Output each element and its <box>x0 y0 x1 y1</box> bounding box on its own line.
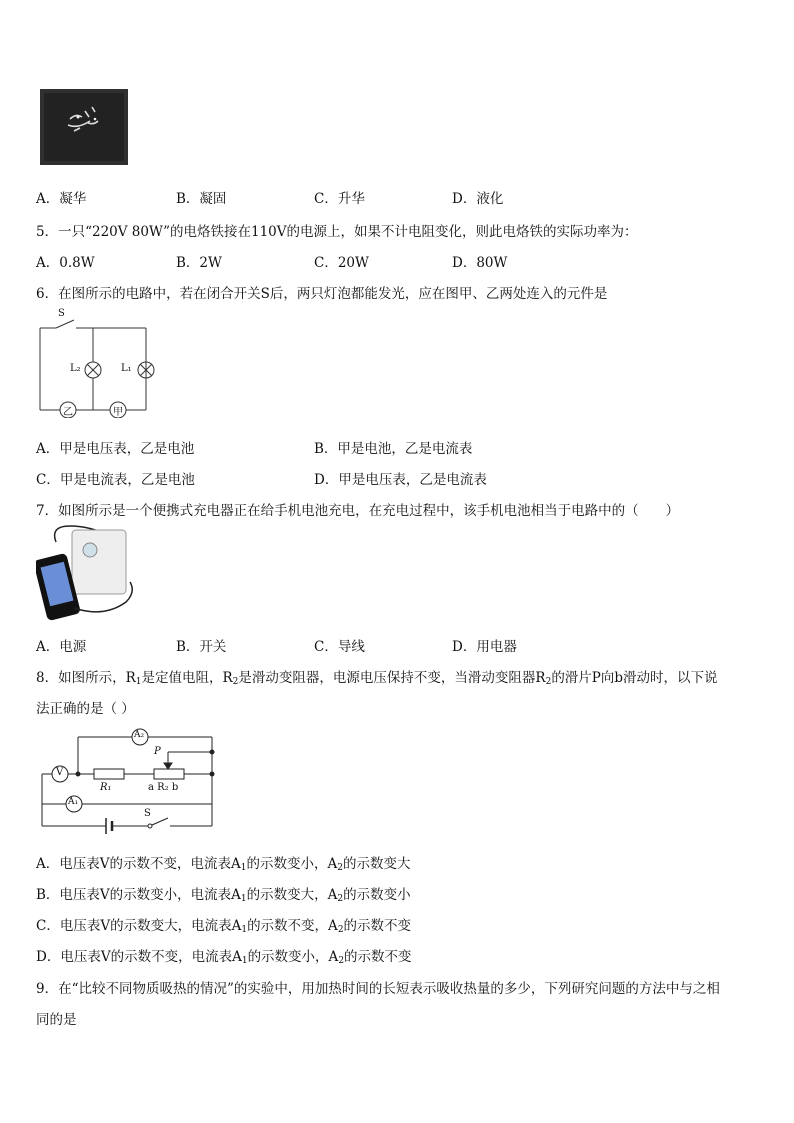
q8-stem-line2: 法正确的是（ ） <box>36 701 135 717</box>
q5-option-b: B．2W <box>176 255 222 271</box>
q8-option-b: B．电压表V的示数变小，电流表$A_1$的示数变大，$A_2$的示数变小 <box>36 887 411 904</box>
r1-label: R₁ <box>100 782 112 793</box>
q7-stem: 7．如图所示是一个便携式充电器正在给手机电池充电，在充电过程中，该手机电池相当于电路中的（ ） <box>36 503 680 519</box>
q5-option-a: A．0.8W <box>36 255 95 271</box>
q5-option-d: D．80W <box>452 255 508 271</box>
q6-circuit-diagram <box>36 308 166 418</box>
q8-circuit-diagram <box>36 722 222 834</box>
switch-s-label: S <box>58 308 65 319</box>
voltmeter-v-label: V <box>56 767 64 778</box>
q8-option-a: A．电压表V的示数不变，电流表$A_1$的示数变小，$A_2$的示数变大 <box>36 856 411 873</box>
lamp-l1-label: L₁ <box>121 363 132 374</box>
ammeter-a2-label: A₂ <box>134 730 145 740</box>
q4-option-c: C．升华 <box>314 191 365 207</box>
q6-stem: 6．在图所示的电路中，若在闭合开关S后，两只灯泡都能发光，应在图甲、乙两处连入的元件是 <box>36 286 608 302</box>
q7-option-c: C．导线 <box>314 639 365 655</box>
q4-option-a: A．凝华 <box>36 191 87 207</box>
slider-p-label: P <box>154 746 161 757</box>
q6-option-a: A．甲是电压表，乙是电池 <box>36 441 195 457</box>
q5-option-c: C．20W <box>314 255 369 271</box>
yi-label: 乙 <box>63 407 73 418</box>
q6-option-b: B．甲是电池，乙是电流表 <box>314 441 473 457</box>
charger-photo <box>36 522 146 622</box>
q9-stem-line2: 同的是 <box>36 1012 77 1028</box>
q7-option-d: D．用电器 <box>452 639 517 655</box>
ammeter-a1-label: A₁ <box>68 797 79 807</box>
q7-option-a: A．电源 <box>36 639 87 655</box>
q5-stem: 5．一只“220V 80W”的电烙铁接在110V的电源上，如果不计电阻变化，则此电烙铁的实际功率为： <box>36 224 638 240</box>
q8-stem-line1: 8．如图所示，$R_1$是定值电阻，$R_2$是滑动变阻器，电源电压保持不变，当滑动变阻器$R_2$的滑片P向b滑动时，以下说 <box>36 670 718 687</box>
switch-s-label: S <box>144 808 151 819</box>
q4-option-b: B．凝固 <box>176 191 227 207</box>
q7-option-b: B．开关 <box>176 639 227 655</box>
q4-option-d: D．液化 <box>452 191 504 207</box>
q6-option-d: D．甲是电压表，乙是电流表 <box>314 472 487 488</box>
q8-option-c: C．电压表V的示数变大，电流表$A_1$的示数不变，$A_2$的示数不变 <box>36 918 412 935</box>
lamp-l2-label: L₂ <box>70 363 81 374</box>
jia-label: 甲 <box>113 407 123 418</box>
q6-option-c: C．甲是电流表，乙是电池 <box>36 472 195 488</box>
q9-stem-line1: 9．在“比较不同物质吸热的情况”的实验中，用加热时间的长短表示吸收热量的多少，下列研究问题的方法中与之相 <box>36 981 720 997</box>
q8-option-d: D．电压表V的示数不变，电流表$A_1$的示数变小，$A_2$的示数不变 <box>36 949 412 966</box>
frost-photo <box>40 89 128 165</box>
r2-label: a R₂ b <box>148 782 179 793</box>
